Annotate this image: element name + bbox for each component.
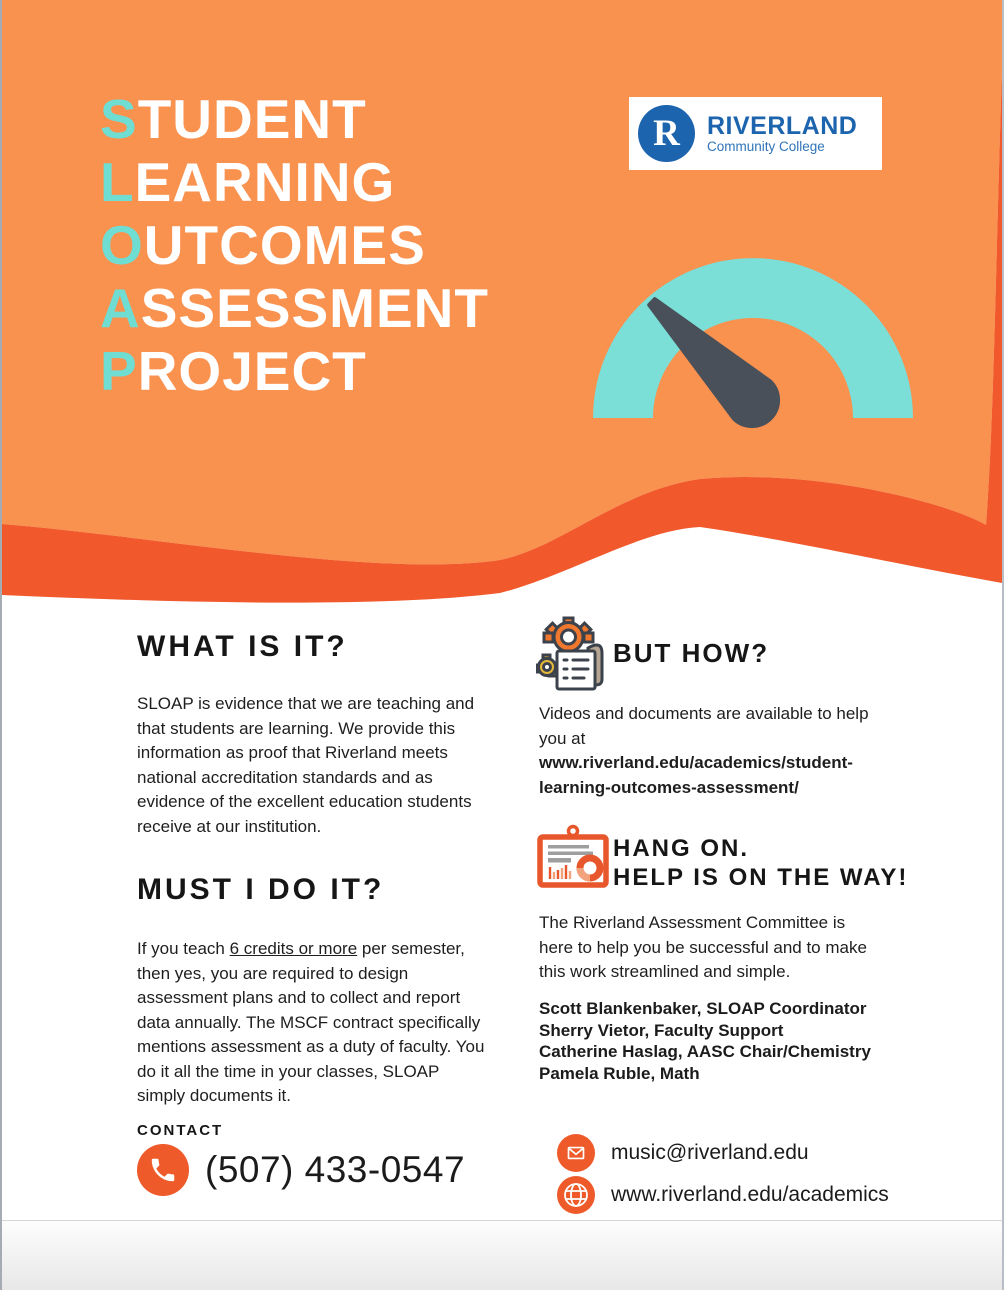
but-how-paragraph: Videos and documents are available to help you at www.riverland.edu/academics/student-learning-outcomes-assessment/	[539, 704, 869, 797]
but-how-heading: BUT HOW?	[613, 638, 770, 668]
riverland-logo-name: RIVERLAND	[707, 112, 858, 140]
riverland-logo-subtitle: Community College	[707, 139, 825, 154]
gear-document-icon	[536, 614, 610, 694]
phone-row	[137, 1144, 465, 1196]
website-row	[557, 1176, 889, 1214]
committee-member: Sherry Vietor, Faculty Support	[539, 1020, 784, 1040]
email-row	[557, 1134, 809, 1172]
title-initial: O	[100, 214, 144, 276]
page-title	[100, 88, 580, 403]
title-initial: P	[100, 340, 138, 402]
presentation-chart-icon	[535, 824, 613, 896]
phone-icon	[137, 1144, 189, 1196]
must-i-do-it-heading: MUST I DO IT?	[137, 873, 385, 906]
globe-icon	[557, 1176, 595, 1214]
riverland-logo-mark	[638, 105, 695, 162]
what-is-it-paragraph: SLOAP is evidence that we are teaching and that students are learning. We provide this information as proof that Riverland meets national accreditation standards and as evidence of the excellent education students receive at our institution.	[137, 694, 475, 836]
title-initial: A	[100, 277, 141, 339]
committee-member: Pamela Ruble, Math	[539, 1063, 700, 1083]
title-line: EARNING	[134, 151, 396, 213]
committee-member: Scott Blankenbaker, SLOAP Coordinator	[539, 999, 867, 1018]
title-line: SSESSMENT	[140, 277, 489, 339]
hang-on-paragraph: The Riverland Assessment Committee is here to help you be successful and to make this work streamlined and simple.	[539, 913, 867, 981]
hang-on-heading: HANG ON. HELP IS ON THE WAY!	[613, 835, 909, 891]
title-line: UTCOMES	[143, 214, 426, 276]
committee-list	[539, 998, 871, 1084]
riverland-logo-letter: R	[653, 113, 680, 154]
title-initial: S	[100, 88, 138, 150]
viewer-margin	[2, 1220, 1002, 1290]
must-i-do-it-paragraph: If you teach 6 credits or more per semester, then yes, you are required to design assessment plans and to collect and report data annually. The MSCF contract specifically mentions assessment as a duty of faculty. You do it all the time in your classes, SLOAP simply documents it.	[137, 939, 485, 1105]
page-background	[2, 0, 1002, 1220]
title-line: TUDENT	[137, 88, 367, 150]
credits-underlined-text: 6 credits or more	[229, 939, 358, 958]
committee-member: Catherine Haslag, AASC Chair/Chemistry	[539, 1042, 871, 1061]
riverland-logo	[629, 97, 882, 170]
contact-label: CONTACT	[137, 1122, 224, 1139]
title-initial: L	[100, 151, 135, 213]
phone-number[interactable]: (507) 433-0547	[205, 1149, 466, 1190]
website-url[interactable]: www.riverland.edu/academics	[611, 1183, 889, 1206]
envelope-icon	[557, 1134, 595, 1172]
title-line: ROJECT	[137, 340, 367, 402]
what-is-it-heading: WHAT IS IT?	[137, 630, 348, 663]
resources-url[interactable]: www.riverland.edu/academics/student-learning-outcomes-assessment/	[539, 753, 853, 797]
email-address[interactable]: music@riverland.edu	[611, 1141, 809, 1164]
